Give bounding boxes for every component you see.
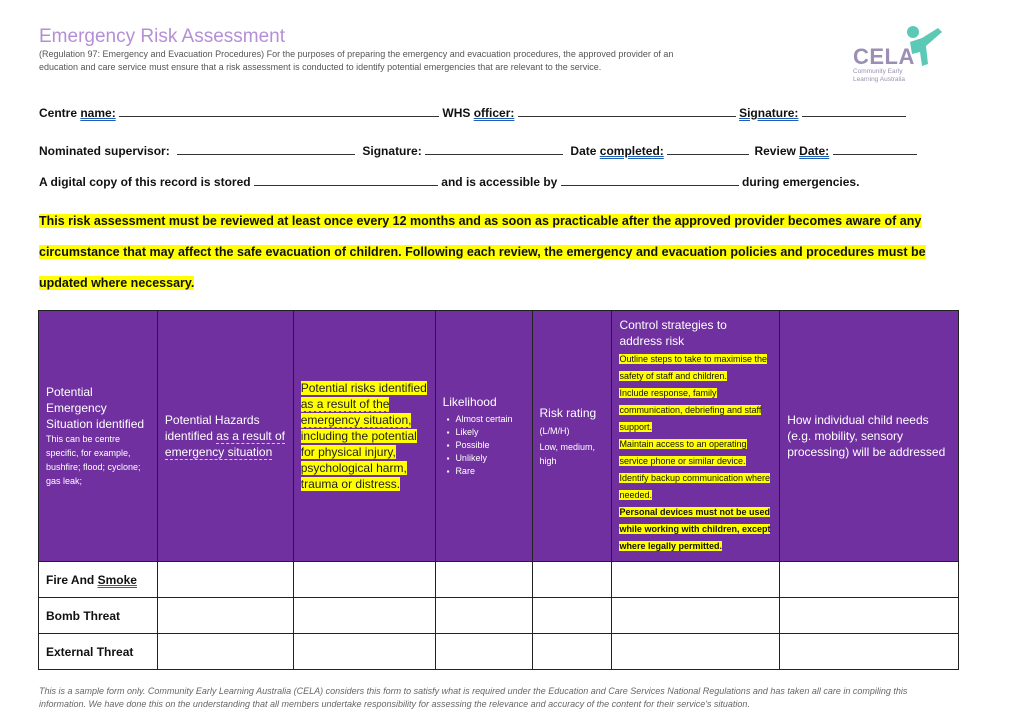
table-cell[interactable] [157, 598, 293, 634]
row-label-fire-smoke: Fire And Smoke [39, 562, 158, 598]
col-potential-risks: Potential risks identified as a result of the emergency situation, including the potential for physical injury, psychological harm, trauma or distress. [293, 311, 435, 562]
table-row [39, 562, 959, 598]
col-potential-hazards: Potential Hazards identified as a result of emergency situation [157, 311, 293, 562]
table-cell[interactable] [612, 634, 780, 670]
col-child-needs: How individual child needs (e.g. mobility, sensory processing) will be addressed [780, 311, 959, 562]
form-row-supervisor [39, 143, 917, 158]
date-completed-field[interactable] [667, 143, 749, 155]
table-cell[interactable] [435, 634, 532, 670]
table-cell[interactable] [157, 562, 293, 598]
col-control-strategies: Control strategies to address risk Outline steps to take to maximise the safety of staff and children. Include response, family communication, debriefing and staff support. Maintain access to an operating service phone or similar device. Identify backup communication where needed. Personal devices must not be used while working with children, except where legally permitted. [612, 311, 780, 562]
review-notice: This risk assessment must be reviewed at least once every 12 months and as soon as practicable after the approved provider becomes aware of any circumstance that may affect the safe evacuation of children. Following each review, the emergency and evacuation policies and procedures must be updated where necessary. [39, 214, 926, 290]
col-risk-rating: Risk rating (L/M/H) Low, medium, high [532, 311, 612, 562]
table-cell[interactable] [293, 562, 435, 598]
signature-field-top[interactable] [802, 105, 906, 117]
signature-field[interactable] [425, 143, 563, 155]
page-title: Emergency Risk Assessment [39, 26, 286, 47]
centre-name-label: name: [80, 106, 116, 120]
table-header-row [39, 311, 959, 562]
disclaimer-footer: This is a sample form only. Community Early Learning Australia (CELA) considers this form to satisfy what is required under the Education and Care Services National Regulations and has taken all care in compiling this information. We have done this on the understanding that all members undertake responsibility for assessing the relevance and accuracy of the content for their service's situation. [39, 686, 908, 709]
storage-location-field[interactable] [254, 174, 438, 186]
accessible-by-field[interactable] [561, 174, 739, 186]
form-row-digital-copy: A digital copy of this record is stored and is accessible by during emergencies. [39, 175, 860, 189]
row-label-bomb-threat: Bomb Threat [39, 598, 158, 634]
logo-subtitle: Community Early Learning Australia [853, 68, 906, 83]
risk-assessment-table [38, 310, 959, 670]
row-label-external-threat: External Threat [39, 634, 158, 670]
table-row [39, 598, 959, 634]
table-cell[interactable] [293, 598, 435, 634]
table-cell[interactable] [157, 634, 293, 670]
signature-label-top: Signature: [739, 106, 799, 120]
col-likelihood: Likelihood ▪ Almost certain ▪ Likely ▪ Possible ▪ Unlikely ▪ Rare [435, 311, 532, 562]
signature-label: Signature: [362, 144, 422, 158]
regulation-intro: (Regulation 97: Emergency and Evacuation Procedures) For the purposes of preparing the emergency and evacuation procedures, the approved provider of an education and care service must ensure that a risk assessment is conducted to identify potential emergencies that are relevant to the service. [39, 49, 674, 72]
table-cell[interactable] [293, 634, 435, 670]
supervisor-label: Nominated supervisor: [39, 144, 170, 158]
table-cell[interactable] [780, 634, 959, 670]
col-emergency-situation: Potential Emergency Situation identified This can be centre specific, for example, bushfire; flood; cyclone; gas leak; [39, 311, 158, 562]
table-cell[interactable] [780, 598, 959, 634]
review-date-label: Review Date: [754, 144, 830, 158]
whs-officer-field[interactable] [518, 105, 736, 117]
centre-name-field[interactable] [119, 105, 439, 117]
review-date-field[interactable] [833, 143, 917, 155]
date-completed-label: Date completed: [570, 144, 664, 158]
logo-wordmark: CELA [853, 44, 915, 69]
table-cell[interactable] [435, 598, 532, 634]
table-cell[interactable] [612, 598, 780, 634]
table-cell[interactable] [532, 598, 612, 634]
table-cell[interactable] [780, 562, 959, 598]
likelihood-list: ▪ Almost certain ▪ Likely ▪ Possible ▪ Unlikely ▪ Rare [443, 413, 525, 478]
form-row-centre: Centre name: WHS officer: Signature: [39, 105, 906, 120]
whs-officer-label: WHS officer: [442, 106, 515, 120]
table-row [39, 634, 959, 670]
supervisor-field[interactable] [177, 143, 355, 155]
table-cell[interactable] [612, 562, 780, 598]
table-cell[interactable] [532, 562, 612, 598]
table-cell[interactable] [532, 634, 612, 670]
table-cell[interactable] [435, 562, 532, 598]
cela-logo [850, 24, 945, 86]
